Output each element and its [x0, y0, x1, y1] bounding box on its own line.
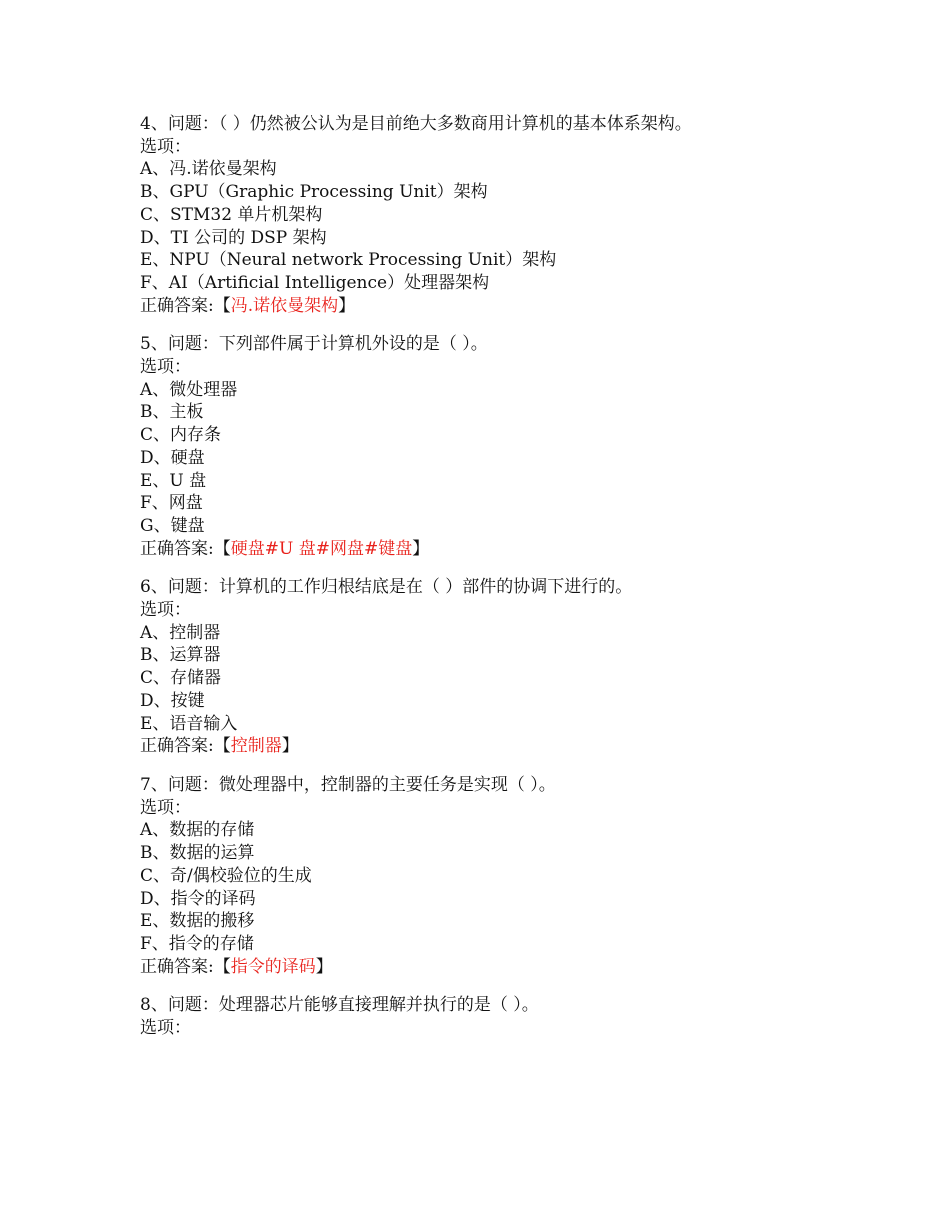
question-block-6	[140, 576, 920, 758]
question-text: 8、问题：处理器芯片能够直接理解并执行的是（ ）。	[140, 995, 539, 1016]
option-item: E、NPU（Neural network Processing Unit）架构	[140, 250, 557, 271]
options-label: 选项：	[140, 600, 191, 621]
option-item: B、GPU（Graphic Processing Unit）架构	[140, 182, 488, 203]
option-item: C、奇/偶校验位的生成	[140, 865, 312, 886]
options-label: 选项：	[140, 1018, 191, 1039]
question-text: 6、问题：计算机的工作归根结底是在（ ）部件的协调下进行的。	[140, 577, 633, 598]
answer-suffix: 】	[412, 538, 430, 559]
option-item: G、键盘	[140, 515, 205, 536]
answer-prefix: 正确答案:【	[140, 538, 231, 559]
question-block-7	[140, 774, 920, 978]
option-item: C、STM32 单片机架构	[140, 204, 323, 225]
option-item: D、硬盘	[140, 447, 205, 468]
answer-text: 控制器	[230, 736, 282, 757]
option-item: D、按键	[140, 690, 205, 711]
answer-text: 硬盘#U 盘#网盘#键盘	[230, 538, 413, 559]
question-text: 7、问题：微处理器中，控制器的主要任务是实现（ ）。	[140, 774, 556, 795]
option-item: E、语音输入	[140, 713, 238, 734]
question-text: 4、问题：（ ）仍然被公认为是目前绝大多数商用计算机的基本体系架构。	[140, 114, 692, 134]
option-item: A、数据的存储	[140, 820, 255, 841]
question-text: 5、问题：下列部件属于计算机外设的是（ ）。	[140, 334, 488, 355]
option-item: A、微处理器	[140, 379, 238, 400]
answer-suffix: 】	[281, 736, 299, 757]
answer-prefix: 正确答案:【	[140, 736, 231, 757]
answer-line	[140, 295, 920, 318]
answer-line	[140, 956, 920, 979]
option-item: B、运算器	[140, 645, 221, 666]
answer-text: 指令的译码	[230, 956, 316, 977]
options-label: 选项：	[140, 797, 191, 818]
option-item: C、内存条	[140, 425, 222, 446]
question-block-4	[140, 113, 920, 317]
answer-suffix: 】	[338, 295, 356, 316]
option-item: B、主板	[140, 402, 204, 423]
options-label: 选项：	[140, 136, 191, 157]
answer-text: 冯.诺依曼架构	[230, 295, 339, 316]
option-item: C、存储器	[140, 668, 222, 689]
option-item: A、冯.诺依曼架构	[140, 159, 277, 180]
answer-suffix: 】	[315, 956, 333, 977]
option-item: E、U 盘	[140, 470, 207, 491]
option-item: F、指令的存储	[140, 933, 254, 954]
question-block-5	[140, 333, 920, 560]
question-block-8	[140, 994, 920, 1039]
document-page	[140, 113, 920, 1056]
answer-prefix: 正确答案:【	[140, 956, 231, 977]
options-label: 选项：	[140, 357, 191, 378]
answer-line	[140, 735, 920, 758]
option-item: E、数据的搬移	[140, 911, 255, 932]
answer-prefix: 正确答案:【	[140, 295, 231, 316]
option-item: B、数据的运算	[140, 843, 255, 864]
option-item: D、指令的译码	[140, 888, 256, 909]
option-item: A、控制器	[140, 622, 221, 643]
option-item: F、AI（Artificial Intelligence）处理器架构	[140, 272, 490, 293]
option-item: F、网盘	[140, 493, 203, 514]
option-item: D、TI 公司的 DSP 架构	[140, 227, 327, 248]
answer-line	[140, 538, 920, 561]
